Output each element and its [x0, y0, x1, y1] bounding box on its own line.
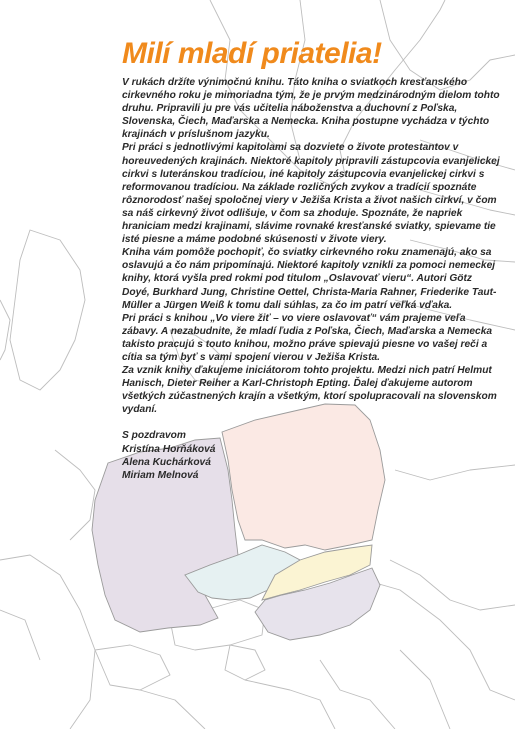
signature-name: Alena Kuchárková — [122, 456, 211, 468]
signature-name: Kristína Horňáková — [122, 443, 216, 455]
paragraph: Za vznik knihy ďakujeme iniciátorom tohto projektu. Medzi nich patrí Helmut Hanisch, Dieter Reiher a Karl-Christoph Epting. Ďalej ďakujeme autorom všetkých zúčastnených krajín a všetkým, ktorí spolupracovali na slovenskom vydaní. — [122, 365, 497, 416]
map-switzerland — [95, 645, 170, 690]
letter-body — [122, 76, 502, 416]
paragraph: Pri práci s jednotlivými kapitolami sa dozviete o živote protestantov v horeuvedených krajinách. Niektoré kapitoly pripravili zástupcovia evanjelickej cirkvi s luteránskou tradíciou, iné kapitoly zástupcovia evanjelickej cirkvi s reformovanou tradíciou. Na základe rozličných zvykov a tradícií spoznáte rôznorodosť našej spoločnej viery v Ježiša Krista a život našich cirkví, v čom sa náš cirkevný život odlišuje, v čom sa zhoduje. Spoznáte, že napriek hraniciam medzi krajinami, slávime rovnaké kresťanské sviatky, spievame tie isté piesne a máme podobné skúsenosti v živote viery. — [122, 142, 500, 246]
letter-content — [122, 36, 502, 482]
map-romania — [365, 580, 515, 700]
map-italy — [140, 690, 205, 729]
map-serbia — [320, 660, 395, 729]
map-britain — [10, 230, 85, 390]
paragraph: Kniha vám pomôže pochopiť, čo sviatky cirkevného roku znamenajú, ako sa oslavujú a čo nám pripomínajú. Niektoré kapitoly vznikli za pomoci nemeckej knihy, ktorá vyšla pred rokmi pod titulom „Oslavovať vieru“. Autori Götz Doyé, Burkhard Jung, Christine Oettel, Christa-Maria Rahner, Friederike Taut-Müller a Jürgen Weiß k tomu dali súhlas, za čo im patrí veľká vďaka. — [122, 247, 497, 311]
map-croatia — [245, 680, 335, 729]
map-france — [0, 555, 95, 729]
map-ireland — [0, 300, 10, 360]
paragraph: Pri práci s knihou „Vo viere žiť – vo viere oslavovať“ vám prajeme veľa zábavy. A nezabudnite, že mladí ľudia z Poľska, Čiech, Maďarska a Nemecka takisto pracujú s touto knihou, možno práve spievajú piesne vo vašej reči a cítia sa tým byť s vami spojení vierou v Ježiša Krista. — [122, 312, 493, 363]
signature-block — [122, 429, 502, 481]
signature-greeting: S pozdravom — [122, 430, 186, 442]
paragraph: V rukách držíte výnimočnú knihu. Táto kniha o sviatkoch kresťanského cirkevného roku je mimoriadna tým, že je prvým medzinárodným dielom tohto druhu. Pripravili ju pre vás učitelia náboženstva a duchovní z Poľska, Slovenska, Čiech, Maďarska a Nemecka. Kniha postupne vychádza v týchto krajinách v príslušnom jazyku. — [122, 77, 500, 141]
page-title: Milí mladí priatelia! — [122, 37, 382, 70]
map-slovenia — [225, 645, 265, 680]
signature-name: Miriam Melnová — [122, 469, 199, 481]
map-benelux — [55, 450, 95, 540]
